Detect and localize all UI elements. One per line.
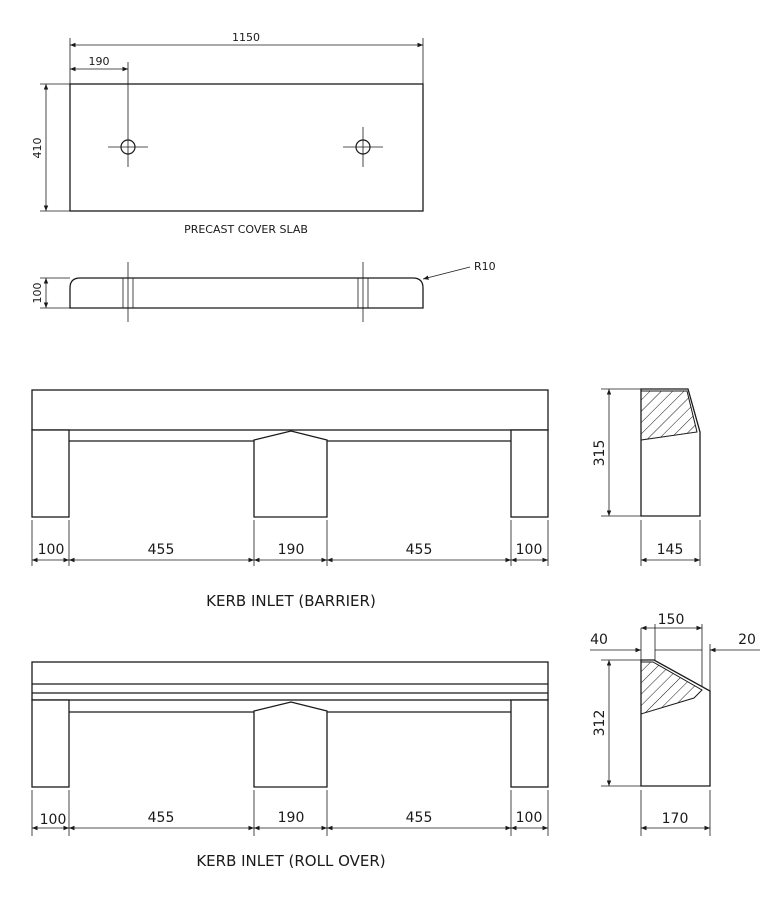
cover-slab-side bbox=[31, 260, 496, 322]
cover-slab-plan bbox=[31, 31, 423, 236]
rollover-section-right-offset: 20 bbox=[738, 632, 756, 648]
barrier-lintel bbox=[32, 390, 548, 430]
radius-note: R10 bbox=[474, 260, 496, 273]
rollover-lintel bbox=[32, 662, 548, 700]
rollover-dim-5: 100 bbox=[515, 810, 543, 826]
dim-slab-length bbox=[70, 31, 423, 84]
rollover-dim-1: 100 bbox=[39, 812, 67, 828]
barrier-centre-pier bbox=[254, 431, 327, 517]
kerb-rollover-section bbox=[590, 612, 760, 836]
rollover-left-leg bbox=[32, 700, 69, 787]
rollover-section-height-label: 312 bbox=[592, 709, 608, 737]
radius-leader bbox=[423, 260, 496, 279]
kerb-rollover-elevation bbox=[32, 662, 548, 870]
rollover-section-left-offset: 40 bbox=[590, 632, 608, 648]
kerb-barrier-elevation bbox=[32, 390, 548, 610]
barrier-dim-5: 100 bbox=[515, 542, 543, 558]
rollover-section-width-label: 170 bbox=[661, 811, 689, 827]
barrier-dim-3: 190 bbox=[277, 542, 305, 558]
dim-slab-width-label: 410 bbox=[31, 137, 44, 159]
rollover-dim-2: 455 bbox=[147, 810, 175, 826]
dim-rollover-section-width bbox=[641, 790, 710, 836]
dim-slab-thickness-label: 100 bbox=[31, 282, 44, 304]
dim-slab-length-label: 1150 bbox=[232, 31, 260, 44]
barrier-dim-1: 100 bbox=[37, 542, 65, 558]
barrier-right-leg bbox=[511, 430, 548, 517]
rollover-right-leg bbox=[511, 700, 548, 787]
rollover-dim-3: 190 bbox=[277, 810, 305, 826]
kerb-barrier-section bbox=[592, 389, 700, 566]
dim-hole-offset-label: 190 bbox=[88, 55, 110, 68]
dim-barrier-section-height bbox=[592, 389, 641, 516]
barrier-dim-2: 455 bbox=[147, 542, 175, 558]
barrier-dim-4: 455 bbox=[405, 542, 433, 558]
rollover-dim-4: 455 bbox=[405, 810, 433, 826]
dim-barrier-section-width bbox=[641, 520, 700, 566]
kerb-rollover-title: KERB INLET (ROLL OVER) bbox=[196, 852, 386, 870]
rollover-section-top-label: 150 bbox=[657, 612, 685, 628]
barrier-section-hatch bbox=[641, 391, 697, 440]
dim-slab-width bbox=[31, 84, 70, 211]
dim-rollover-section-height bbox=[592, 660, 641, 786]
dim-slab-thickness bbox=[31, 278, 70, 308]
rollover-dim-chain bbox=[32, 790, 548, 836]
rollover-centre-pier bbox=[254, 702, 327, 787]
barrier-section-height-label: 315 bbox=[592, 439, 608, 467]
kerb-barrier-title: KERB INLET (BARRIER) bbox=[206, 592, 376, 610]
barrier-left-leg bbox=[32, 430, 69, 517]
cover-slab-title: PRECAST COVER SLAB bbox=[184, 223, 308, 236]
barrier-section-width-label: 145 bbox=[656, 542, 684, 558]
barrier-dim-chain bbox=[32, 520, 548, 566]
